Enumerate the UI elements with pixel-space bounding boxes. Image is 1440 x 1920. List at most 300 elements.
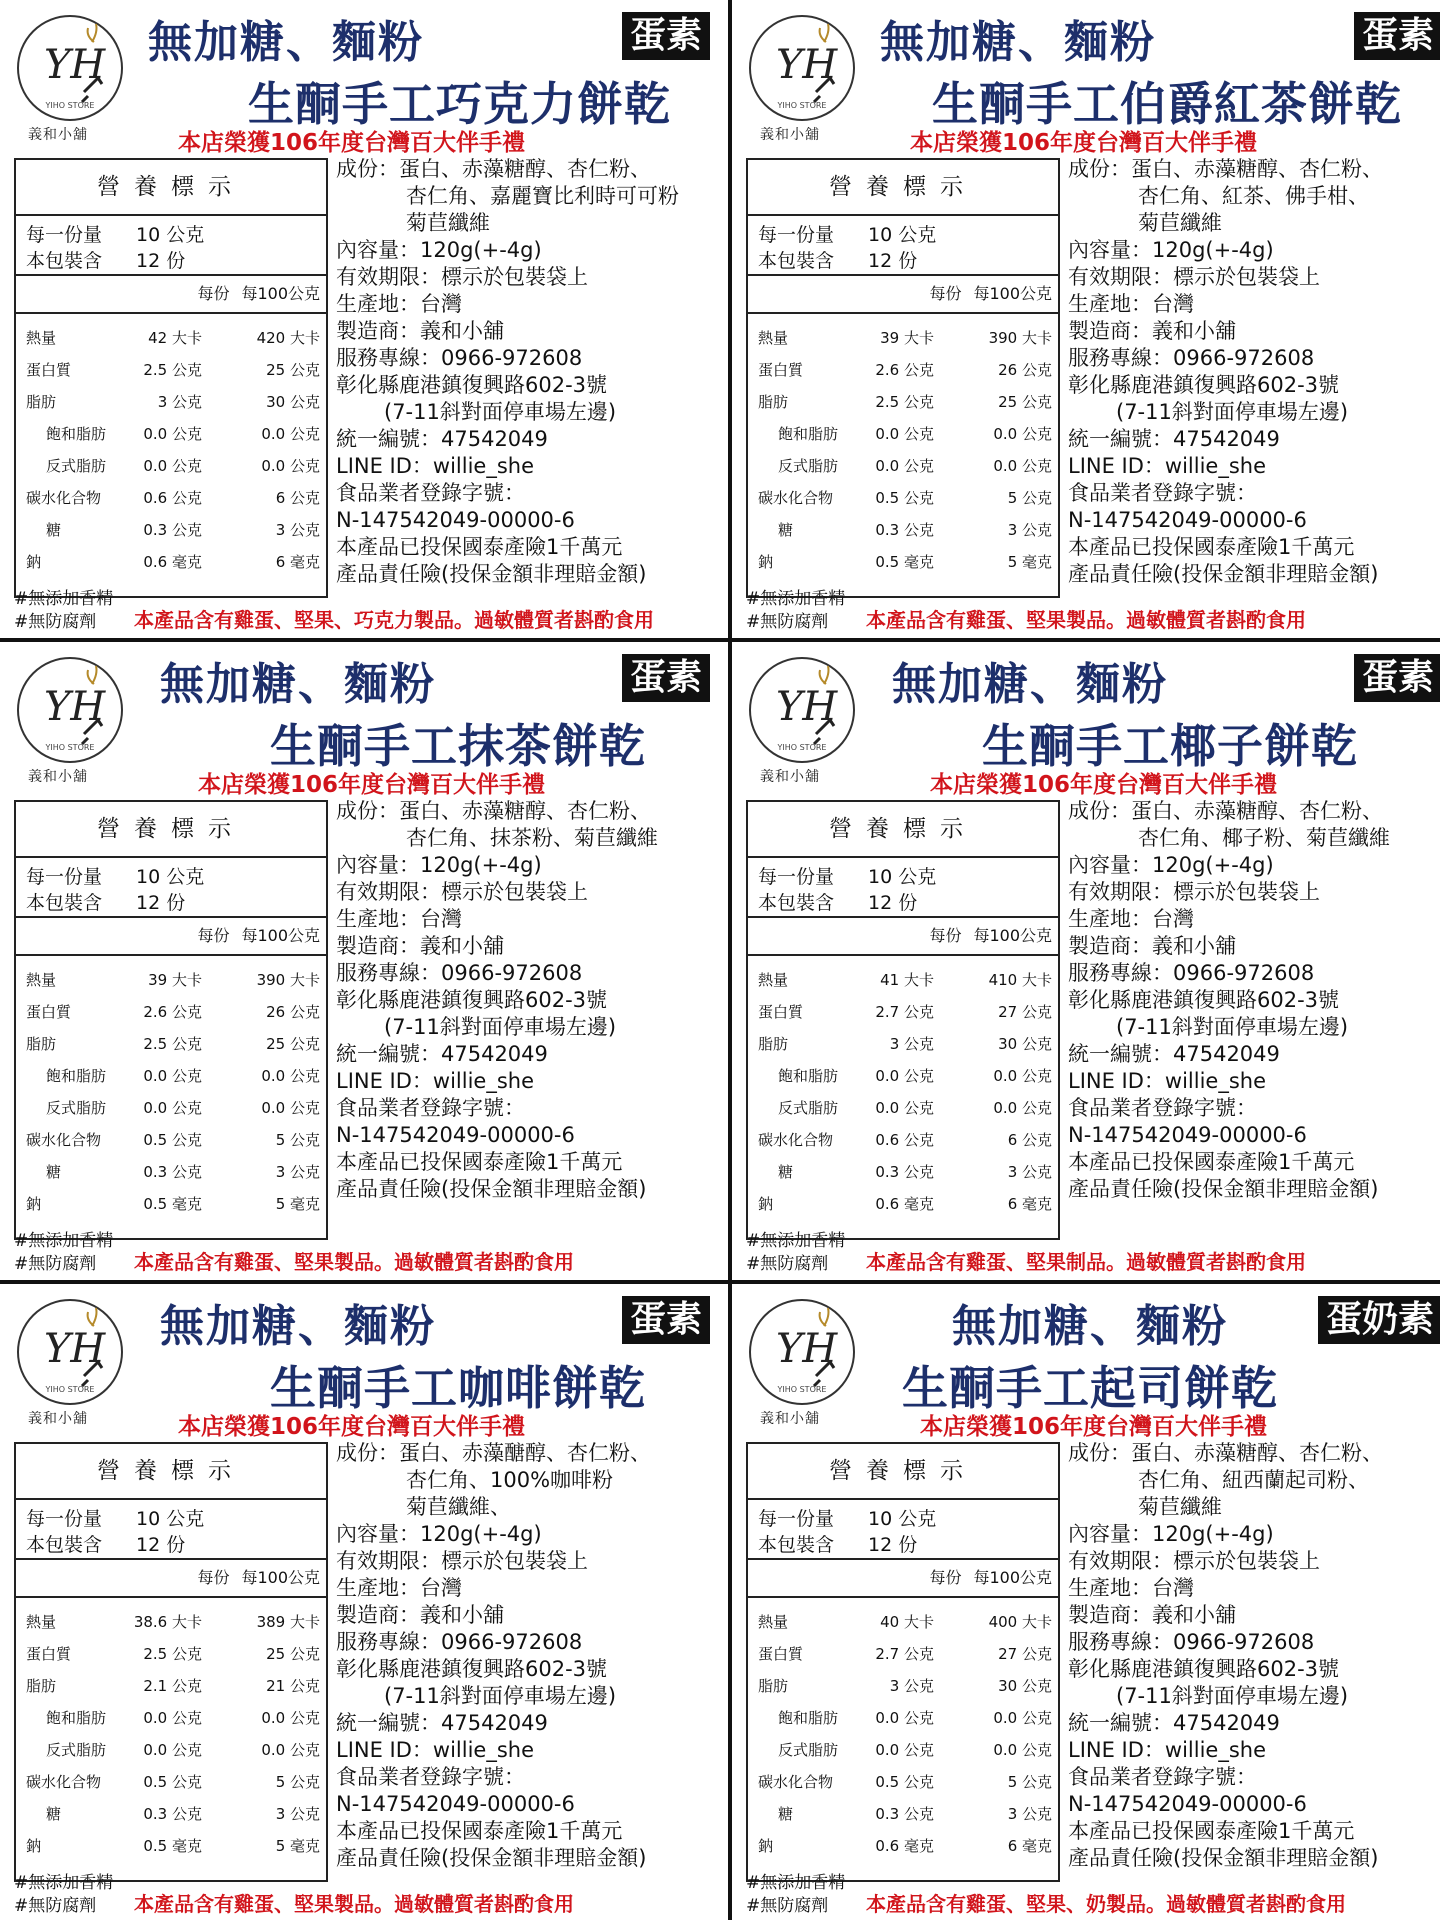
info-line: 製造商：義和小舖 — [336, 319, 504, 343]
col-per-serving: 每份 — [929, 284, 962, 303]
allergy-warning: 本產品含有雞蛋、堅果製品。過敏體質者斟酌食用 — [134, 1250, 574, 1274]
nutrient-name: 脂肪 — [26, 1677, 57, 1695]
nutrition-row — [16, 546, 326, 578]
nutrition-columns — [16, 276, 326, 314]
nutrition-row — [748, 1124, 1058, 1156]
nutrient-name: 糖 — [46, 1163, 62, 1181]
per-100g-value: 3 公克 — [275, 521, 320, 539]
nutrition-row — [748, 354, 1058, 386]
info-line: 杏仁角、嘉麗寶比利時可可粉 — [406, 184, 679, 208]
info-line: 彰化縣鹿港鎮復興路602-3號 — [1068, 988, 1340, 1012]
per-100g-value: 25 公克 — [266, 361, 320, 379]
per-serving-value: 3 公克 — [157, 393, 202, 411]
nutrient-name: 糖 — [46, 1805, 62, 1823]
serving-size-label: 每一份量 — [26, 866, 103, 888]
nutrition-table — [14, 158, 328, 598]
tags — [746, 588, 845, 634]
diet-badge: 蛋素 — [622, 654, 710, 702]
nutrient-name: 反式脂肪 — [46, 1099, 107, 1117]
yh-logo-icon — [746, 1296, 858, 1408]
yh-logo-icon — [14, 12, 126, 124]
info-line: 製造商：義和小舖 — [1068, 1603, 1236, 1627]
allergy-warning: 本產品含有雞蛋、堅果、巧克力製品。過敏體質者斟酌食用 — [134, 608, 654, 632]
logo-text: YH — [776, 1326, 838, 1372]
info-line: 生產地：台灣 — [336, 292, 462, 316]
serving-info — [748, 858, 1058, 918]
info-line: 內容量：120g(+-4g) — [336, 1522, 542, 1546]
info-line: 彰化縣鹿港鎮復興路602-3號 — [1068, 1657, 1340, 1681]
serving-info — [16, 858, 326, 918]
award-text: 本店榮獲106年度台灣百大伴手禮 — [178, 130, 526, 156]
info-line: LINE ID：willie_she — [1068, 1069, 1267, 1093]
per-serving-value: 0.3 公克 — [143, 521, 202, 539]
brand-name: 義和小舖 — [28, 1411, 88, 1427]
nutrition-rows — [748, 1598, 1058, 1862]
nutrition-row — [16, 354, 326, 386]
nutrient-name: 鈉 — [758, 1837, 774, 1855]
nutrition-row — [748, 1766, 1058, 1798]
info-line: 食品業者登錄字號： — [336, 481, 525, 505]
tags — [14, 1872, 113, 1918]
nutrient-name: 糖 — [46, 521, 62, 539]
nutrient-name: 碳水化合物 — [26, 489, 102, 507]
nutrient-name: 反式脂肪 — [778, 1741, 839, 1759]
nutrient-name: 反式脂肪 — [46, 457, 107, 475]
info-line: N-147542049-00000-6 — [1068, 508, 1307, 532]
nutrition-rows — [16, 1598, 326, 1862]
product-info — [336, 1440, 720, 1872]
info-line: 生產地：台灣 — [1068, 907, 1194, 931]
nutrition-table — [746, 1442, 1060, 1882]
nutrition-row — [16, 996, 326, 1028]
serving-size-value: 10 公克 — [136, 866, 205, 888]
nutrition-row — [16, 1798, 326, 1830]
info-line: 製造商：義和小舖 — [336, 934, 504, 958]
col-per-serving: 每份 — [197, 284, 230, 303]
nutrition-row — [748, 964, 1058, 996]
nutrient-name: 脂肪 — [758, 1035, 789, 1053]
info-line: 內容量：120g(+-4g) — [336, 238, 542, 262]
per-serving-value: 0.3 公克 — [143, 1805, 202, 1823]
per-serving-value: 0.0 公克 — [875, 1067, 934, 1085]
nutrient-name: 鈉 — [758, 1195, 774, 1213]
nutrition-row — [748, 1670, 1058, 1702]
col-per-serving: 每份 — [197, 1568, 230, 1587]
product-title: 生酮手工巧克力餅乾 — [248, 77, 671, 131]
nutrition-row — [16, 418, 326, 450]
info-line: 製造商：義和小舖 — [336, 1603, 504, 1627]
store-text: YIHO STORE — [777, 1385, 827, 1394]
per-serving-value: 0.3 公克 — [875, 1163, 934, 1181]
product-info — [336, 798, 720, 1203]
per-serving-value: 0.0 公克 — [143, 1099, 202, 1117]
logo-text: YH — [44, 1326, 106, 1372]
per-serving-value: 2.6 公克 — [143, 1003, 202, 1021]
nutrition-row — [748, 450, 1058, 482]
per-serving-value: 0.0 公克 — [143, 1741, 202, 1759]
nutrient-name: 鈉 — [26, 553, 42, 571]
nutrient-name: 反式脂肪 — [46, 1741, 107, 1759]
product-label — [732, 1284, 1440, 1920]
store-text: YIHO STORE — [45, 743, 95, 752]
servings-label: 本包裝含 — [26, 250, 103, 272]
per-serving-value: 2.6 公克 — [875, 361, 934, 379]
per-100g-value: 410 大卡 — [988, 971, 1052, 989]
nutrient-name: 糖 — [778, 1163, 794, 1181]
title-line1: 無加糖、麵粉 — [160, 659, 436, 710]
tags — [14, 588, 113, 634]
info-line: 服務專線：0966-972608 — [336, 346, 583, 370]
tag-no-flavoring: #無添加香精 — [14, 1231, 114, 1251]
info-line: 本產品已投保國泰產險1千萬元 — [1068, 1150, 1355, 1174]
per-100g-value: 0.0 公克 — [993, 1067, 1052, 1085]
nutrient-name: 飽和脂肪 — [778, 1709, 839, 1727]
nutrition-rows — [748, 314, 1058, 578]
tag-no-preservative: #無防腐劑 — [14, 1896, 97, 1916]
logo-text: YH — [776, 684, 838, 730]
per-100g-value: 30 公克 — [998, 1677, 1052, 1695]
diet-badge: 蛋奶素 — [1318, 1296, 1440, 1344]
nutrition-row — [748, 1092, 1058, 1124]
per-serving-value: 0.5 毫克 — [143, 1195, 202, 1213]
nutrition-row — [16, 1638, 326, 1670]
per-100g-value: 389 大卡 — [256, 1613, 320, 1631]
per-serving-value: 2.7 公克 — [875, 1003, 934, 1021]
info-line: LINE ID：willie_she — [336, 1738, 535, 1762]
nutrient-name: 熱量 — [758, 971, 789, 989]
nutrition-columns — [16, 918, 326, 956]
nutrition-row — [16, 1830, 326, 1862]
info-line: 杏仁角、100%咖啡粉 — [406, 1468, 614, 1492]
per-100g-value: 0.0 公克 — [261, 1741, 320, 1759]
info-line: 服務專線：0966-972608 — [1068, 346, 1315, 370]
info-line: N-147542049-00000-6 — [1068, 1123, 1307, 1147]
product-title: 生酮手工抹茶餅乾 — [270, 719, 646, 773]
serving-size-value: 10 公克 — [136, 224, 205, 246]
logo-text: YH — [44, 684, 106, 730]
info-line: 內容量：120g(+-4g) — [336, 853, 542, 877]
info-line: 食品業者登錄字號： — [1068, 1096, 1257, 1120]
servings-label: 本包裝含 — [758, 892, 835, 914]
per-100g-value: 25 公克 — [266, 1645, 320, 1663]
serving-size-value: 10 公克 — [136, 1508, 205, 1530]
col-per-serving: 每份 — [197, 926, 230, 945]
info-line: (7-11斜對面停車場左邊) — [1116, 1015, 1349, 1039]
nutrition-row — [16, 1734, 326, 1766]
tag-no-flavoring: #無添加香精 — [746, 589, 846, 609]
title-line1: 無加糖、麵粉 — [952, 1301, 1228, 1352]
nutrition-rows — [16, 314, 326, 578]
nutrient-name: 蛋白質 — [758, 1645, 804, 1663]
col-per-100g: 每100公克 — [973, 284, 1052, 303]
tag-no-preservative: #無防腐劑 — [14, 612, 97, 632]
per-serving-value: 40 大卡 — [880, 1613, 934, 1631]
nutrient-name: 糖 — [778, 521, 794, 539]
title-line1: 無加糖、麵粉 — [880, 17, 1156, 68]
info-line: 有效期限：標示於包裝袋上 — [336, 880, 588, 904]
nutrition-row — [16, 322, 326, 354]
nutrition-row — [748, 1734, 1058, 1766]
per-serving-value: 0.6 公克 — [143, 489, 202, 507]
award-text: 本店榮獲106年度台灣百大伴手禮 — [198, 772, 546, 798]
servings-value: 12 份 — [868, 250, 918, 272]
info-line: 成份：蛋白、赤藻糖醇、杏仁粉、 — [1068, 1441, 1383, 1465]
per-serving-value: 2.7 公克 — [875, 1645, 934, 1663]
nutrient-name: 脂肪 — [26, 393, 57, 411]
title-line1: 無加糖、麵粉 — [892, 659, 1168, 710]
product-title: 生酮手工伯爵紅茶餅乾 — [932, 77, 1402, 131]
nutrition-row — [16, 1670, 326, 1702]
nutrient-name: 熱量 — [758, 1613, 789, 1631]
info-line: 杏仁角、紐西蘭起司粉、 — [1138, 1468, 1369, 1492]
per-100g-value: 390 大卡 — [256, 971, 320, 989]
info-line: (7-11斜對面停車場左邊) — [1116, 1684, 1349, 1708]
nutrient-name: 蛋白質 — [26, 1645, 72, 1663]
tag-no-flavoring: #無添加香精 — [746, 1873, 846, 1893]
per-serving-value: 0.5 公克 — [875, 489, 934, 507]
info-line: 本產品已投保國泰產險1千萬元 — [1068, 1819, 1355, 1843]
nutrition-row — [748, 482, 1058, 514]
nutrient-name: 鈉 — [758, 553, 774, 571]
nutrition-row — [748, 418, 1058, 450]
yh-logo-icon — [746, 12, 858, 124]
nutrition-columns — [748, 1560, 1058, 1598]
nutrition-row — [748, 996, 1058, 1028]
nutrient-name: 飽和脂肪 — [778, 1067, 839, 1085]
diet-badge: 蛋素 — [1354, 12, 1440, 60]
nutrition-heading: 營養標示 — [16, 802, 326, 858]
info-line: 統一編號：47542049 — [1068, 1711, 1280, 1735]
nutrition-rows — [16, 956, 326, 1220]
nutrient-name: 碳水化合物 — [758, 1131, 834, 1149]
nutrient-name: 脂肪 — [26, 1035, 57, 1053]
serving-size-label: 每一份量 — [758, 224, 835, 246]
info-line: 彰化縣鹿港鎮復興路602-3號 — [336, 1657, 608, 1681]
info-line: 菊苣纖維 — [1138, 211, 1222, 235]
nutrition-row — [748, 1060, 1058, 1092]
info-line: (7-11斜對面停車場左邊) — [384, 400, 617, 424]
info-line: 產品責任險(投保金額非理賠金額) — [1068, 1846, 1379, 1870]
per-serving-value: 0.6 毫克 — [143, 553, 202, 571]
info-line: (7-11斜對面停車場左邊) — [384, 1015, 617, 1039]
product-label — [732, 0, 1440, 636]
brand-name: 義和小舖 — [760, 769, 820, 785]
per-serving-value: 0.0 公克 — [875, 1709, 934, 1727]
per-serving-value: 0.0 公克 — [143, 1709, 202, 1727]
yh-logo-icon — [746, 654, 858, 766]
nutrition-row — [748, 1830, 1058, 1862]
diet-badge: 蛋素 — [622, 12, 710, 60]
nutrition-table — [746, 158, 1060, 598]
per-serving-value: 0.5 公克 — [143, 1131, 202, 1149]
per-serving-value: 3 公克 — [889, 1035, 934, 1053]
per-serving-value: 2.5 公克 — [875, 393, 934, 411]
per-serving-value: 2.5 公克 — [143, 361, 202, 379]
per-serving-value: 0.6 毫克 — [875, 1195, 934, 1213]
per-100g-value: 5 公克 — [1007, 1773, 1052, 1791]
per-100g-value: 27 公克 — [998, 1645, 1052, 1663]
nutrition-row — [16, 1124, 326, 1156]
serving-info — [16, 1500, 326, 1560]
info-line: 製造商：義和小舖 — [1068, 319, 1236, 343]
tag-no-flavoring: #無添加香精 — [14, 1873, 114, 1893]
info-line: 內容量：120g(+-4g) — [1068, 1522, 1274, 1546]
info-line: 服務專線：0966-972608 — [1068, 1630, 1315, 1654]
info-line: 服務專線：0966-972608 — [336, 961, 583, 985]
per-serving-value: 0.6 毫克 — [875, 1837, 934, 1855]
nutrition-table — [746, 800, 1060, 1240]
nutrient-name: 脂肪 — [758, 1677, 789, 1695]
info-line: 本產品已投保國泰產險1千萬元 — [336, 1150, 623, 1174]
nutrition-row — [748, 1606, 1058, 1638]
nutrition-row — [16, 1606, 326, 1638]
nutrition-row — [16, 386, 326, 418]
per-serving-value: 2.5 公克 — [143, 1035, 202, 1053]
nutrition-row — [16, 1060, 326, 1092]
info-line: 產品責任險(投保金額非理賠金額) — [336, 1846, 647, 1870]
info-line: 菊苣纖維、 — [406, 1495, 511, 1519]
col-per-100g: 每100公克 — [241, 926, 320, 945]
per-serving-value: 3 公克 — [889, 1677, 934, 1695]
nutrient-name: 蛋白質 — [758, 1003, 804, 1021]
nutrient-name: 熱量 — [26, 329, 57, 347]
nutrition-row — [748, 1156, 1058, 1188]
product-label — [0, 642, 720, 1278]
tags — [746, 1230, 845, 1276]
info-line: 有效期限：標示於包裝袋上 — [1068, 880, 1320, 904]
per-100g-value: 5 毫克 — [1007, 553, 1052, 571]
nutrition-row — [16, 1092, 326, 1124]
per-100g-value: 5 毫克 — [275, 1837, 320, 1855]
serving-size-label: 每一份量 — [758, 866, 835, 888]
info-line: 統一編號：47542049 — [336, 1711, 548, 1735]
tag-no-preservative: #無防腐劑 — [746, 1896, 829, 1916]
title-line1: 無加糖、麵粉 — [160, 1301, 436, 1352]
per-100g-value: 6 公克 — [275, 489, 320, 507]
info-line: 製造商：義和小舖 — [1068, 934, 1236, 958]
info-line: 有效期限：標示於包裝袋上 — [336, 1549, 588, 1573]
per-100g-value: 3 公克 — [1007, 1805, 1052, 1823]
tag-no-preservative: #無防腐劑 — [746, 612, 829, 632]
nutrient-name: 飽和脂肪 — [778, 425, 839, 443]
serving-size-label: 每一份量 — [26, 224, 103, 246]
info-line: 統一編號：47542049 — [1068, 427, 1280, 451]
per-100g-value: 27 公克 — [998, 1003, 1052, 1021]
award-text: 本店榮獲106年度台灣百大伴手禮 — [920, 1414, 1268, 1440]
per-100g-value: 0.0 公克 — [261, 1099, 320, 1117]
nutrition-columns — [748, 276, 1058, 314]
servings-value: 12 份 — [868, 892, 918, 914]
info-line: 有效期限：標示於包裝袋上 — [1068, 265, 1320, 289]
store-text: YIHO STORE — [777, 101, 827, 110]
allergy-warning: 本產品含有雞蛋、堅果、奶製品。過敏體質者斟酌食用 — [866, 1892, 1346, 1916]
per-serving-value: 0.3 公克 — [143, 1163, 202, 1181]
info-line: 食品業者登錄字號： — [336, 1765, 525, 1789]
per-100g-value: 3 公克 — [1007, 1163, 1052, 1181]
nutrition-row — [16, 514, 326, 546]
nutrient-name: 碳水化合物 — [758, 1773, 834, 1791]
info-line: 統一編號：47542049 — [336, 1042, 548, 1066]
info-line: 杏仁角、椰子粉、菊苣纖維 — [1138, 826, 1390, 850]
info-line: LINE ID：willie_she — [336, 454, 535, 478]
info-line: 本產品已投保國泰產險1千萬元 — [336, 1819, 623, 1843]
nutrition-row — [748, 546, 1058, 578]
per-100g-value: 6 毫克 — [275, 553, 320, 571]
info-line: 生產地：台灣 — [1068, 292, 1194, 316]
per-serving-value: 0.5 公克 — [875, 1773, 934, 1791]
nutrition-row — [748, 514, 1058, 546]
per-serving-value: 0.5 毫克 — [143, 1837, 202, 1855]
nutrition-row — [16, 450, 326, 482]
per-serving-value: 0.6 公克 — [875, 1131, 934, 1149]
nutrition-rows — [748, 956, 1058, 1220]
per-serving-value: 2.5 公克 — [143, 1645, 202, 1663]
per-serving-value: 0.0 公克 — [143, 425, 202, 443]
nutrient-name: 碳水化合物 — [26, 1773, 102, 1791]
serving-info — [748, 216, 1058, 276]
info-line: LINE ID：willie_she — [336, 1069, 535, 1093]
tag-no-preservative: #無防腐劑 — [746, 1254, 829, 1274]
info-line: N-147542049-00000-6 — [336, 508, 575, 532]
per-100g-value: 6 公克 — [1007, 1131, 1052, 1149]
nutrition-heading: 營養標示 — [16, 160, 326, 216]
per-serving-value: 38.6 大卡 — [133, 1613, 202, 1631]
yh-logo-icon — [14, 654, 126, 766]
info-line: 成份：蛋白、赤藻醣醇、杏仁粉、 — [336, 1441, 651, 1465]
info-line: 杏仁角、紅茶、佛手柑、 — [1138, 184, 1369, 208]
tags — [14, 1230, 113, 1276]
per-serving-value: 0.5 毫克 — [875, 553, 934, 571]
serving-size-label: 每一份量 — [758, 1508, 835, 1530]
nutrition-heading: 營養標示 — [16, 1444, 326, 1500]
nutrition-row — [16, 1028, 326, 1060]
per-100g-value: 25 公克 — [266, 1035, 320, 1053]
nutrient-name: 糖 — [778, 1805, 794, 1823]
logo-text: YH — [776, 42, 838, 88]
info-line: 成份：蛋白、赤藻糖醇、杏仁粉、 — [1068, 799, 1383, 823]
info-line: 有效期限：標示於包裝袋上 — [336, 265, 588, 289]
info-line: 服務專線：0966-972608 — [1068, 961, 1315, 985]
per-serving-value: 0.0 公克 — [875, 1741, 934, 1759]
info-line: 彰化縣鹿港鎮復興路602-3號 — [336, 988, 608, 1012]
tag-no-flavoring: #無添加香精 — [746, 1231, 846, 1251]
serving-size-value: 10 公克 — [868, 866, 937, 888]
nutrition-row — [16, 1702, 326, 1734]
per-100g-value: 6 毫克 — [1007, 1837, 1052, 1855]
nutrition-row — [16, 1188, 326, 1220]
product-title: 生酮手工起司餅乾 — [902, 1361, 1278, 1415]
per-serving-value: 0.0 公克 — [875, 1099, 934, 1117]
info-line: LINE ID：willie_she — [1068, 1738, 1267, 1762]
servings-label: 本包裝含 — [758, 250, 835, 272]
nutrient-name: 飽和脂肪 — [46, 425, 107, 443]
servings-value: 12 份 — [136, 1534, 186, 1556]
serving-info — [16, 216, 326, 276]
per-serving-value: 0.0 公克 — [143, 1067, 202, 1085]
info-line: 產品責任險(投保金額非理賠金額) — [336, 1177, 647, 1201]
product-info — [1068, 156, 1440, 588]
nutrient-name: 鈉 — [26, 1195, 42, 1213]
per-serving-value: 0.3 公克 — [875, 521, 934, 539]
nutrition-row — [748, 386, 1058, 418]
nutrient-name: 鈉 — [26, 1837, 42, 1855]
product-label — [732, 642, 1440, 1278]
info-line: N-147542049-00000-6 — [1068, 1792, 1307, 1816]
per-100g-value: 0.0 公克 — [993, 1741, 1052, 1759]
nutrition-heading: 營養標示 — [748, 1444, 1058, 1500]
col-per-100g: 每100公克 — [241, 1568, 320, 1587]
per-100g-value: 30 公克 — [266, 393, 320, 411]
